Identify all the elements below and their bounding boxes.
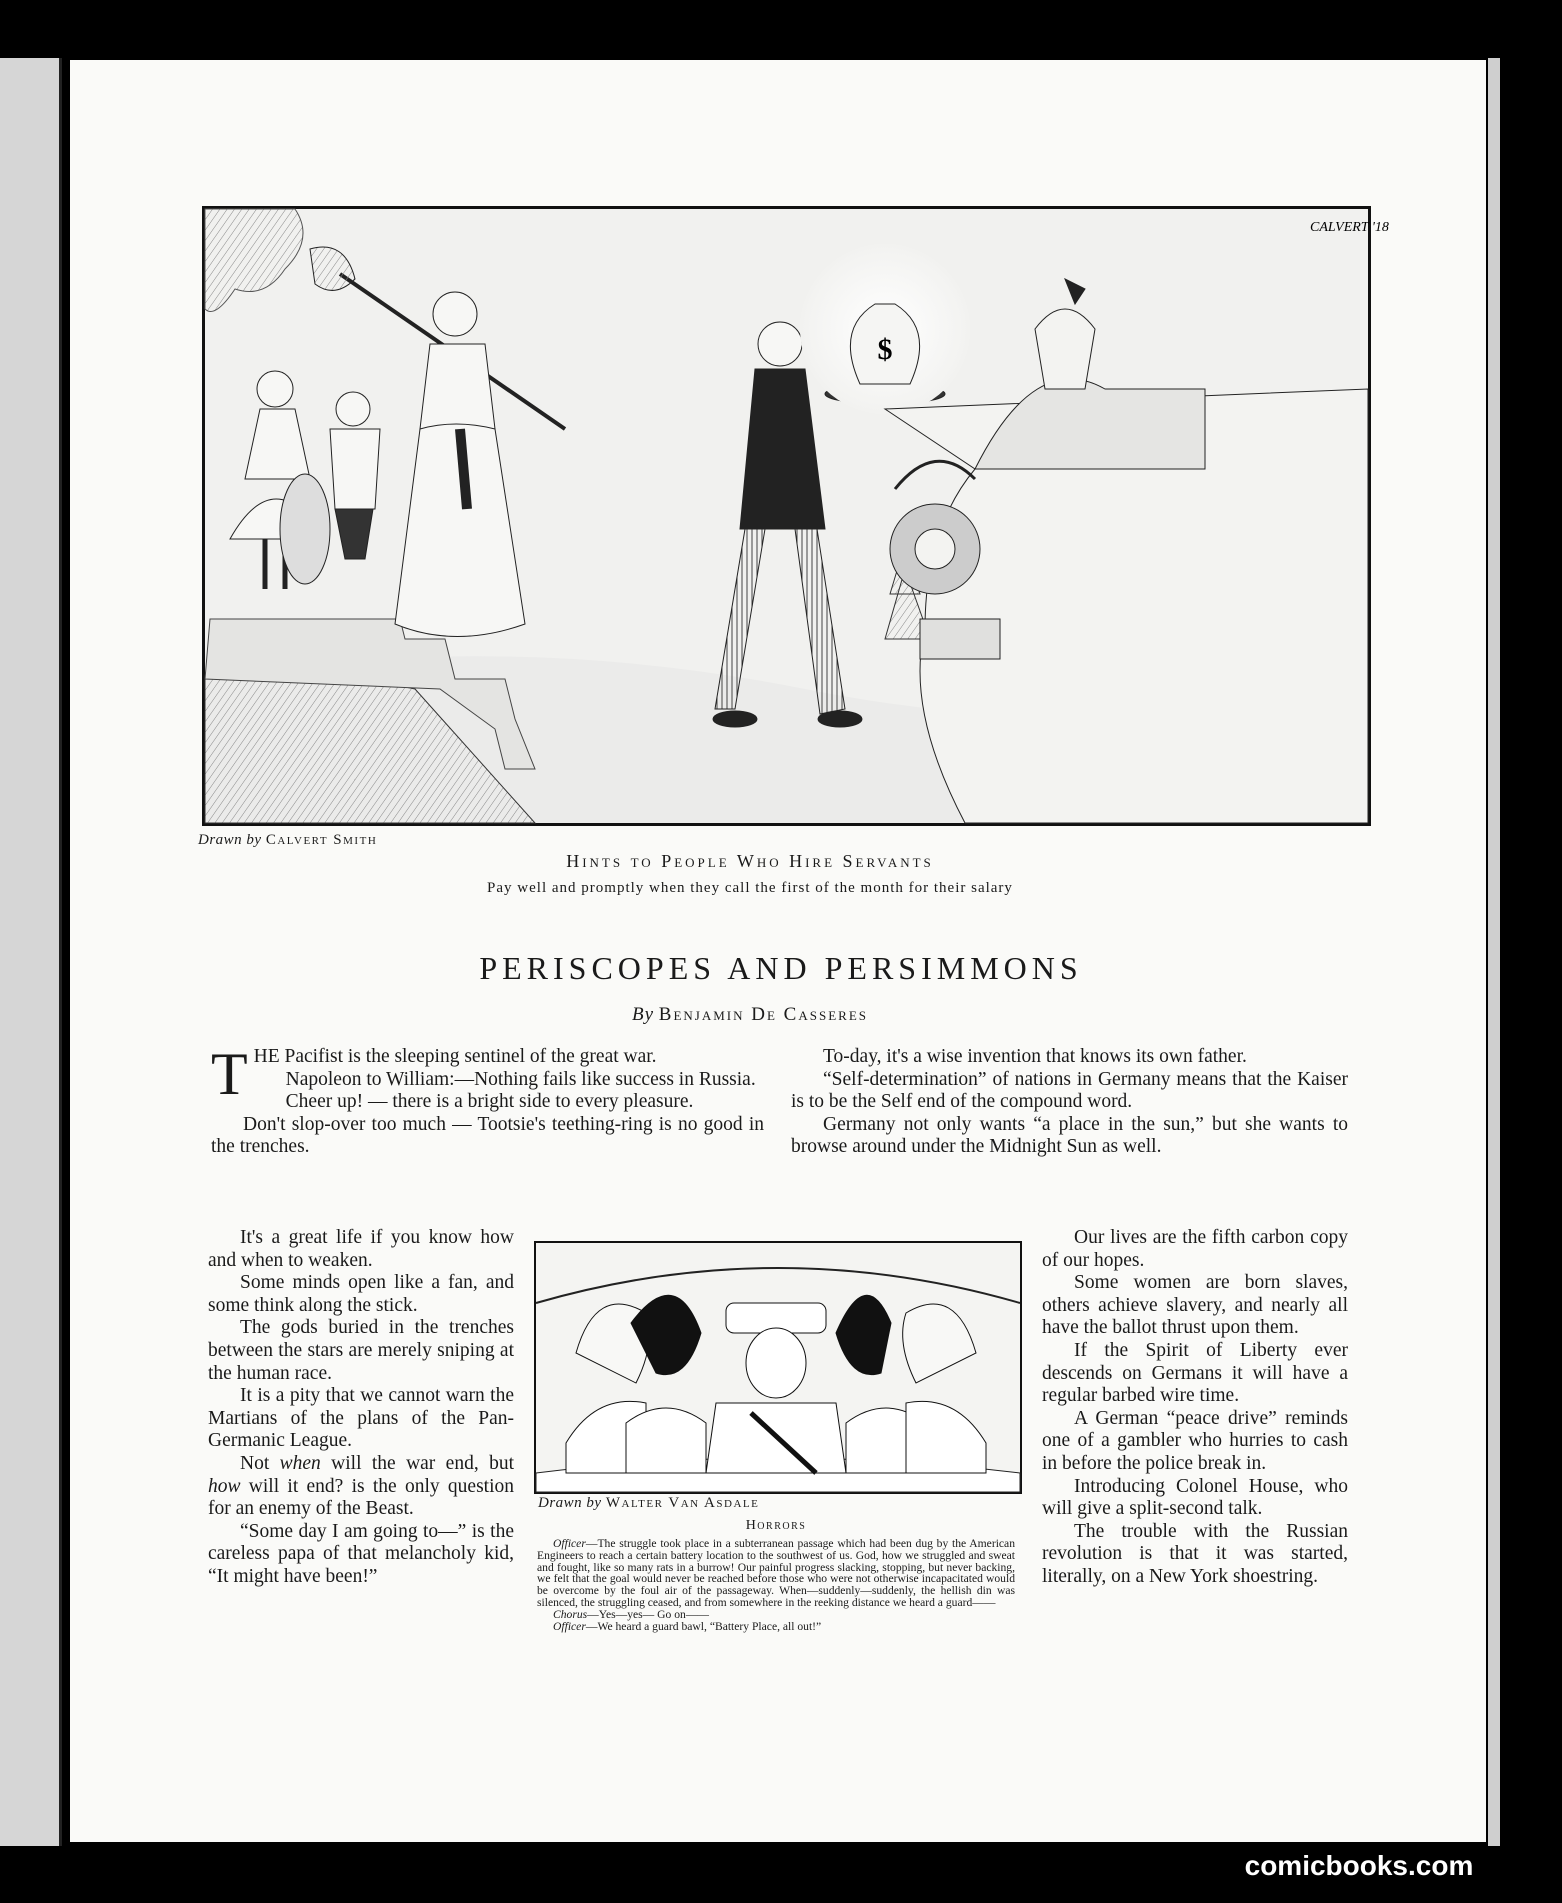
paragraph: Some women are born slaves, others achieve slavery, and nearly all have the ballot thrust upon them.: [1042, 1272, 1348, 1339]
column-right-narrow: [1042, 1227, 1348, 1589]
credit-artist: Walter Van Asdale: [605, 1495, 760, 1511]
credit-prefix: Drawn by: [198, 832, 262, 848]
paragraph: Germany not only wants “a place in the sun,” but she wants to browse around under the Midnight Sun as well.: [791, 1113, 1348, 1158]
paragraph: A German “peace drive” reminds one of a gambler who hurries to cash in before the police break in.: [1042, 1407, 1348, 1474]
paragraph: To-day, it's a wise invention that knows its own father.: [823, 1046, 1247, 1067]
paragraph: It is a pity that we cannot warn the Martians of the plans of the Pan-Germanic League.: [208, 1385, 514, 1452]
dialogue-chorus: Chorus—Yes—yes— Go on——: [553, 1607, 710, 1621]
cartoon-caption: Pay well and promptly when they call the first of the month for their salary: [487, 880, 1013, 896]
paragraph: Cheer up! — there is a bright side to every pleasure.: [285, 1091, 694, 1113]
artist-signature: CALVERT '18: [1310, 220, 1389, 235]
paragraph: Our lives are the fifth carbon copy of our hopes.: [1042, 1227, 1348, 1271]
article-byline: [0, 1004, 1500, 1026]
paragraph: “Self-determination” of nations in Germany means that the Kaiser is to be the Self end of the compound word.: [791, 1068, 1348, 1113]
paragraph: Introducing Colonel House, who will give a split-second talk.: [1042, 1475, 1348, 1520]
paragraph: It's a great life if you know how and when to weaken.: [208, 1227, 514, 1271]
cartoon-title: Hints to People Who Hire Servants: [566, 851, 934, 871]
column-right-top: [791, 1046, 1348, 1159]
paragraph: The gods buried in the trenches between the stars are merely sniping at the human race.: [208, 1317, 514, 1384]
site-watermark: comicbooks.com: [1244, 1850, 1474, 1881]
small-cartoon-dialogue: [537, 1538, 1015, 1632]
paragraph: THE Pacifist is the sleeping sentinel of the great war.: [211, 1041, 657, 1107]
paragraph: If the Spirit of Liberty ever descends on Germans it will have a regular barbed wire time.: [1042, 1339, 1348, 1407]
credit-artist: Calvert Smith: [265, 832, 378, 848]
cartoon-credit: [198, 832, 377, 849]
column-left-top: [211, 1041, 764, 1159]
small-cartoon-title: Horrors: [745, 1518, 807, 1533]
paragraph: Napoleon to William:—Nothing fails like success in Russia.: [285, 1068, 756, 1090]
column-left-narrow: [208, 1227, 514, 1589]
cartoon-small-illustration: [534, 1241, 1022, 1494]
byline-prefix: By: [632, 1004, 655, 1025]
small-cartoon-credit: [538, 1495, 759, 1512]
paragraph: Don't slop-over too much — Tootsie's teething-ring is no good in the trenches.: [211, 1113, 764, 1158]
paragraph: Not when will the war end, but how will it end? is the only question for an enemy of the Beast.: [208, 1452, 514, 1520]
article-title: PERISCOPES AND PERSIMMONS: [479, 950, 1083, 986]
drop-cap: T: [211, 1041, 248, 1107]
dialogue-officer: Officer—The struggle took place in a subterranean passage which had been dug by the American Engineers to reach a certain battery location to the southwest of us. God, how we struggled and sweat and fought, like so many rats in a burrow! Our painful progress slacking, stopping, but never backing, we felt that the goal would never be reached before those who were not otherwise incapacitated would be overcome by the foul air of the passageway. When—suddenly—suddenly, the hellish din was silenced, the struggling ceased, and from somewhere in the reeking distance we heard a guard——: [537, 1537, 1015, 1609]
paragraph: “Some day I am going to—” is the careless papa of that melancholy kid, “It might have been!”: [208, 1520, 514, 1587]
dialogue-officer-2: Officer—We heard a guard bawl, “Battery Place, all out!”: [553, 1619, 822, 1633]
credit-prefix: Drawn by: [538, 1495, 602, 1511]
money-bag-symbol: $: [877, 333, 893, 366]
cartoon-illustration: [202, 206, 1389, 826]
paragraph: The trouble with the Russian revolution is that it was started, literally, on a New York shoestring.: [1042, 1520, 1348, 1587]
byline-author: Benjamin De Casseres: [658, 1004, 868, 1025]
paragraph: Some minds open like a fan, and some think along the stick.: [208, 1272, 514, 1316]
